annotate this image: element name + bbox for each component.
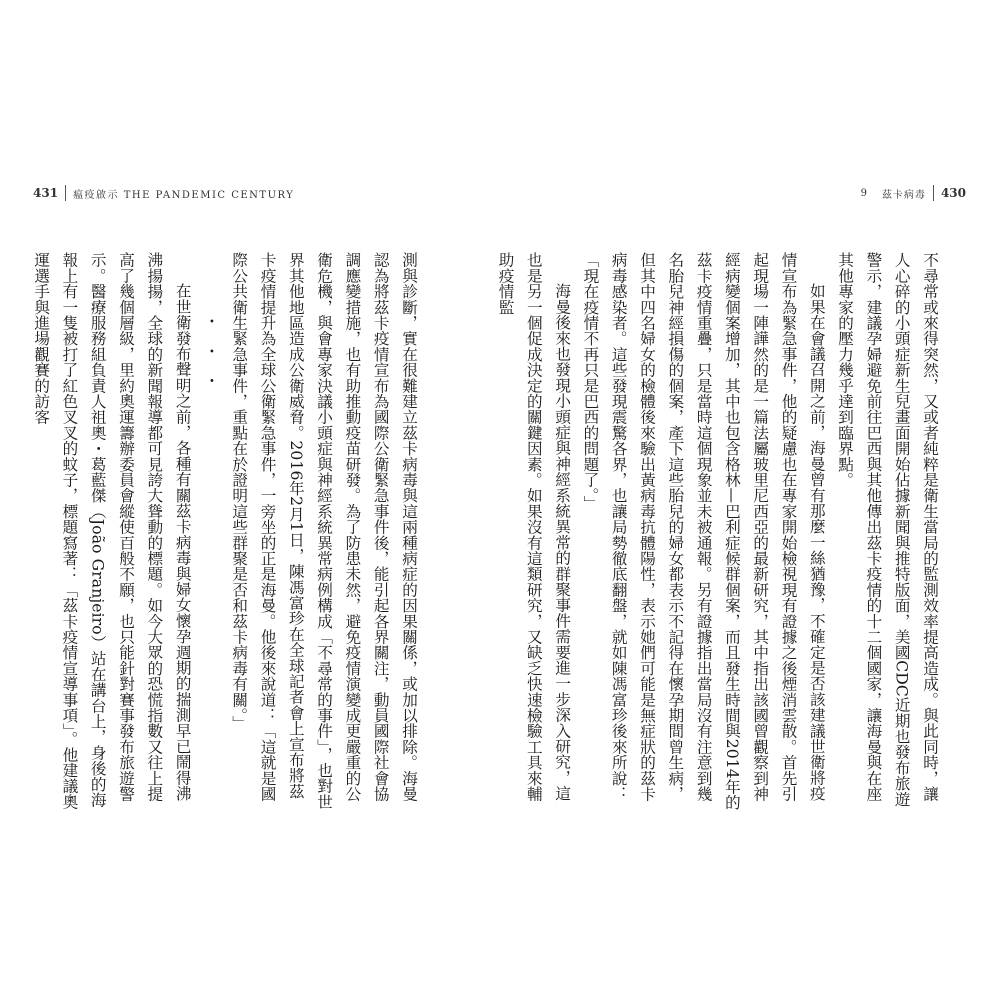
header-divider <box>933 185 934 201</box>
paragraph: 在世衛發布聲明之前，各種有關茲卡病毒與婦女懷孕週期的揣測早已鬧得沸沸揚揚，全球的新聞報導都可見誇大聳動的標題。如今大眾的恐慌指數又往上提高了幾個層級，里約奧運籌辦委員會縱使百般不願，也只能針對賽事發布旅遊警示。醫療服務組負責人祖奧・葛藍傑（João Granjeiro）站在講台上，身後的海報上有一隻被打了紅色叉叉的蚊子，標題寫著：「茲卡疫情宣導事項」。他建議奧運選手與進場觀賽的訪客 <box>32 252 192 810</box>
paragraph: 不尋常或來得突然，又或者純粹是衛生當局的監測效率提高造成。與此同時，讓人心碎的小頭症新生兒畫面開始佔據新聞與推特版面，美國CDC近期也發布旅遊警示，建議孕婦避免前往巴西與其他傳出茲卡疫情的十二個國家，讓海曼與在座其他專家的壓力幾乎達到臨界點。 <box>836 252 939 807</box>
right-page-body <box>496 252 944 812</box>
chapter-number: 9 <box>860 187 868 199</box>
left-page-body <box>32 252 423 812</box>
running-title: 瘟疫啟示 THE PANDEMIC CENTURY <box>73 189 295 201</box>
right-page-header <box>861 184 966 202</box>
paragraph: 海曼後來也發現小頭症與神經系統異常的群聚事件需要進一步深入研究，這也是另一個促成決定的關鍵因素。如果沒有這類研究，又缺乏快速檢驗工具來輔助疫情監 <box>496 252 572 802</box>
left-page-header <box>33 184 294 202</box>
paragraph: 測與診斷，實在很難建立茲卡病毒與這兩種病症的因果關係，或加以排除。海曼認為將茲卡疫情宣布為國際公衛緊急事件後，能引起各界關注，動員國際社會協調應變措施，也有助推動疫苗研發。為了防患未然，避免疫情演變成更嚴重的公衛危機，與會專家決議小頭症與神經系統異常病例構成「不尋常的事件」，也對世界其他地區造成公衛威脅。2016年2月1日，陳馮富珍在全球記者會上宣布將茲卡疫情提升為全球公衛緊急事件，一旁坐的正是海曼。他後來說道：「這就是國際公共衛生緊急事件，重點在於證明這些群聚是否和茲卡病毒有關。」 <box>230 252 418 810</box>
paragraph: 如果在會議召開之前，海曼曾有那麼一絲猶豫，不確定是否該建議世衛將疫情宣布為緊急事件，他的疑慮也在專家開始檢視現有證據之後煙消雲散。首先引起現場一陣譁然的是一篇法屬玻里尼西亞的最新研究，其中指出該國曾觀察到神經病變個案增加，其中也包含格林—巴利症候群個案，而且發生時間與2014年的茲卡疫情重疊，只是當時這個現象並未被通報。另有證據指出當局沒有注意到幾名胎兒神經損傷的個案，產下這些胎兒的婦女都表示不記得在懷孕期間曾生病，但其中四名婦女的檢體後來驗出黃病毒抗體陽性，表示她們可能是無症狀的茲卡病毒感染者。這些發現震驚各界，也讓局勢徹底翻盤，就如陳馮富珍後來所說：「現在疫情不再只是巴西的問題了。」 <box>581 252 826 811</box>
left-page-number: 431 <box>33 186 59 200</box>
header-divider <box>65 185 66 201</box>
section-title: 茲卡病毒 <box>881 189 926 201</box>
section-break: ・・・ <box>201 313 220 402</box>
right-page-number: 430 <box>940 186 966 200</box>
